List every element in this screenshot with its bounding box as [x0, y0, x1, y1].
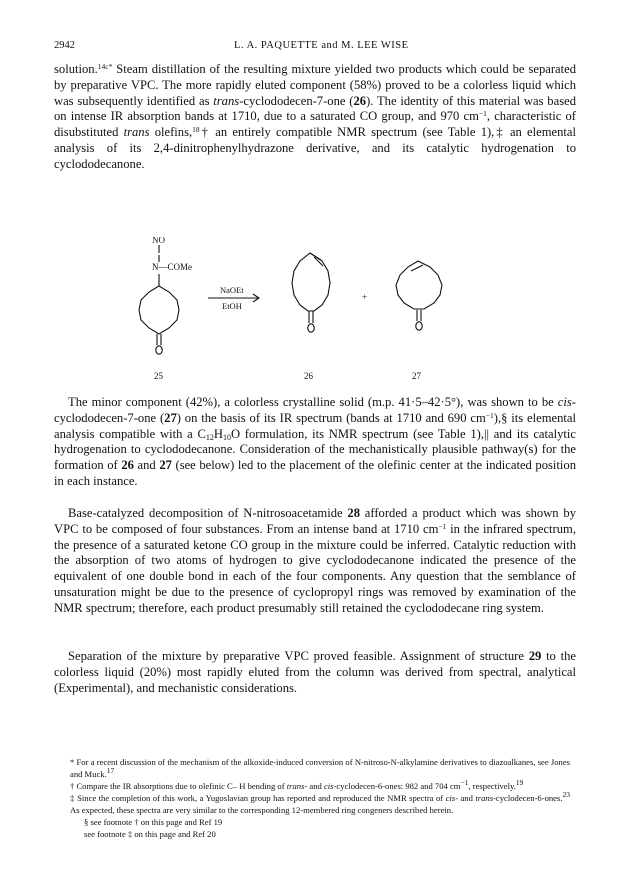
reaction-scheme-svg: [128, 237, 458, 387]
compound-label-26: 26: [304, 371, 313, 381]
compound-ref-29: 29: [528, 649, 542, 663]
nitroso-label: NO: [152, 237, 165, 245]
paragraph-3: Base-catalyzed decomposition of N-nitrosoacetamide 28 afforded a product which was shown by VPC to be composed of four substances. From an intense band at 1710 $cm^{-1}$ in the infrared spectrum, the presence of a saturated ketone CO group in the mixture could be inferred. Catalytic reduction with the absorption of two atoms of hydrogen to give cyclododecanone indicated the presence of the equivalent of one double bond in each of the four components. Any question that the semblance of unsaturation might be due to the presence of cyclopropyl rings was removed by examination of the NMR spectrum; therefore, each product presumably still retained the cyclododecane ring system.: [54, 506, 576, 615]
paragraph-1: solution.$^{14c*}$ Steam distillation of the resulting mixture yielded two products which could be separated by preparative VPC. The more rapidly eluted component (58%) proved to be a colorless liquid which was subsequently identified as trans-cyclododecen-7-one (26). The identity of this material was based on intense IR absorption bands at 1710, due to a saturated CO group, and 970 $cm^{-1}$, characteristic of disubstituted trans olefins,$^{18}$† an entirely compatible NMR spectrum (see Table 1),‡ an elemental analysis of its 2,4-dinitrophenylhydrazone derivative, and its catalytic hydrogenation to cyclododecanone.: [54, 62, 576, 171]
reagent-bottom: EtOH: [222, 301, 242, 311]
footnote-3: ‡ Since the completion of this work, a Yugoslavian group has reported and reproduced the NMR spectra of cis- and trans-cyclodecen-6-ones.$^{23}$ As expected, these spectra are very similar to the corresponding 12-membered ring congeners described herein.: [70, 790, 570, 815]
running-header: [54, 40, 574, 58]
footnotes: [70, 756, 570, 840]
compound-ref-28: 28: [347, 506, 360, 520]
paragraph-2: The minor component (42%), a colorless crystalline solid (m.p. 41·5–42·5°), was shown to be cis-cyclododecen-7-one (27) on the basis of its IR spectrum (bands at 1710 and 690 $cm^{-1}),\S$ its elemental analysis compatible with a $C_{12}H_{10}O$ formulation, its NMR spectrum (see Table 1),|| and its catalytic hydrogenation to cyclododecanone. Consideration of the mechanistically plausible pathway(s) for the formation of 26 and 27 (see below) led to the placement of the olefinic center at the indicated position in each instance.: [54, 395, 577, 488]
acetamide-label: N—COMe: [152, 262, 192, 272]
reagent-top: NaOEt: [220, 285, 244, 295]
footnote-4: § see footnote † on this page and Ref 19: [84, 817, 223, 827]
running-authors: L. A. PAQUETTE and M. LEE WISE: [234, 40, 409, 51]
reaction-scheme: [128, 237, 458, 387]
footnote-5: see footnote ‡ on this page and Ref 20: [84, 829, 216, 839]
carbonyl-oxygen-26: [308, 324, 314, 332]
footnote-2: † Compare the IR absorptions due to olefinic C– H bending of trans- and cis-cyclodecen-6-ones: 982 and 704 $cm^{-1}$, respectively.$^{19}$: [70, 778, 524, 791]
cyclododecenone-ring-27: [396, 261, 442, 321]
carbonyl-oxygen-27: [416, 322, 422, 330]
page-number: 2942: [54, 40, 75, 51]
compound-label-25: 25: [154, 371, 163, 381]
cyclododecenone-ring-26: [292, 253, 330, 323]
compound-label-27: 27: [412, 371, 421, 381]
plus-sign: +: [362, 292, 368, 302]
paragraph-4: Separation of the mixture by preparative VPC proved feasible. Assignment of structure 29 to the colorless liquid (20%) most rapidly eluted from the column was derived from spectral, analytical (Experimental), and mechanistic considerations.: [54, 649, 576, 695]
compound-ref-26: 26: [353, 93, 367, 108]
footnote-1: * For a recent discussion of the mechanism of the alkoxide-induced conversion of N-nitroso-N-alkylamine derivatives to diazoalkanes, see Jones and Muck.$^{17}$: [70, 757, 570, 779]
carbonyl-oxygen-25: [156, 346, 162, 354]
compound-ref-27: 27: [164, 410, 177, 425]
